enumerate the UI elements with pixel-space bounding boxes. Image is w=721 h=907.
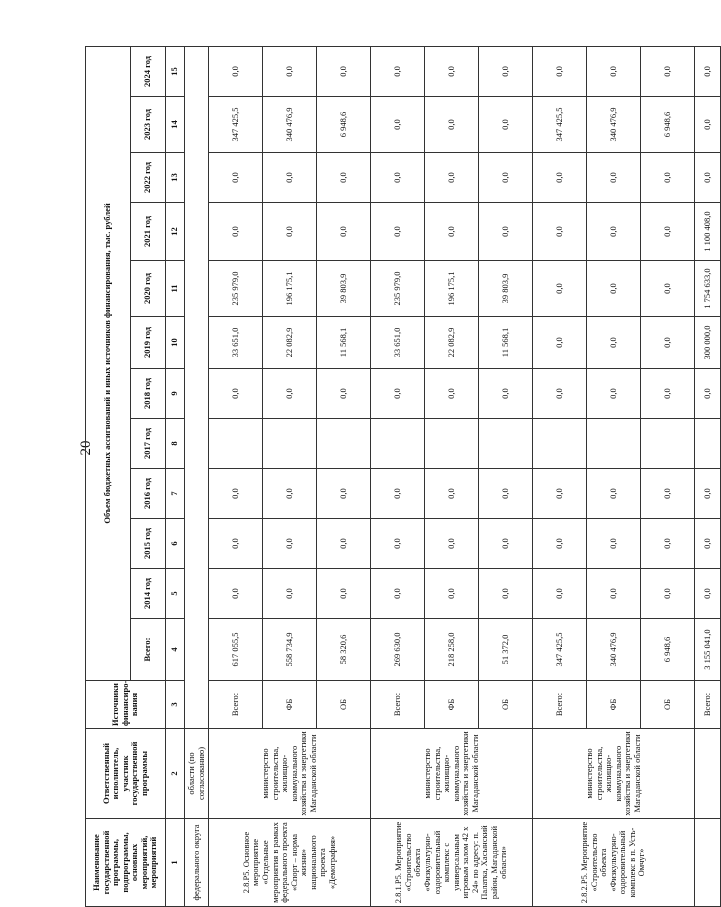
table-cell-value: 39 803,9	[317, 261, 371, 317]
table-cell-value: 0,0	[641, 317, 695, 369]
table-cell-value: 0,0	[533, 469, 587, 519]
header-year: 2024 год	[131, 46, 166, 96]
table-cell-value: 0,0	[479, 369, 533, 419]
table-row	[533, 46, 587, 906]
table-cell-value: 0,0	[209, 569, 263, 619]
header-year: 2014 год	[131, 569, 166, 619]
table-cell-value	[587, 419, 641, 469]
table-cell-value: 0,0	[641, 261, 695, 317]
table-cell-value: 0,0	[695, 569, 721, 619]
intro-name: федерального округа	[185, 819, 209, 907]
table-cell-value: 0,0	[533, 46, 587, 96]
table-cell-value: 0,0	[479, 97, 533, 153]
table-cell-value: 0,0	[317, 203, 371, 261]
intro-empty	[185, 46, 209, 728]
table-cell-value: 0,0	[479, 46, 533, 96]
table-cell-value: 0,0	[209, 369, 263, 419]
header-total: Всего:	[131, 619, 166, 681]
table-cell-value: 22 082,9	[425, 317, 479, 369]
table-cell-value: 0,0	[641, 46, 695, 96]
table-cell-value: 0,0	[263, 46, 317, 96]
table-cell-value: 0,0	[587, 46, 641, 96]
table-cell-value: 347 425,5	[533, 97, 587, 153]
grand-total-empty-name	[695, 819, 721, 907]
table-cell-value: 0,0	[533, 203, 587, 261]
table-cell-value: 0,0	[425, 203, 479, 261]
table-cell-value: 6 948,6	[641, 619, 695, 681]
table-cell-value: 0,0	[587, 153, 641, 203]
table-cell-value: 0,0	[371, 203, 425, 261]
table-cell-value: 0,0	[317, 469, 371, 519]
column-number: 2	[166, 729, 185, 819]
table-cell-value: 11 568,1	[317, 317, 371, 369]
column-number: 15	[166, 46, 185, 96]
table-cell-value: 0,0	[587, 569, 641, 619]
table-cell-value: 340 476,9	[587, 619, 641, 681]
table-cell-value: 0,0	[695, 519, 721, 569]
table-cell-value: 0,0	[263, 369, 317, 419]
column-number: 12	[166, 203, 185, 261]
header-year: 2022 год	[131, 153, 166, 203]
table-cell-value: 0,0	[209, 203, 263, 261]
table-cell-value: 235 979,0	[209, 261, 263, 317]
table-cell-value: 0,0	[425, 153, 479, 203]
table-cell-value: 0,0	[317, 46, 371, 96]
table-cell-value: 0,0	[425, 46, 479, 96]
table-cell-value: 0,0	[695, 46, 721, 96]
table-row	[371, 46, 425, 906]
table-cell-value: 0,0	[209, 519, 263, 569]
header-year: 2019 год	[131, 317, 166, 369]
column-number: 10	[166, 317, 185, 369]
intro-row	[185, 46, 209, 906]
header-year: 2018 год	[131, 369, 166, 419]
table-cell-value	[533, 419, 587, 469]
table-cell-value: 0,0	[425, 97, 479, 153]
page-number: 20	[78, 440, 94, 456]
table-cell-value: 196 175,1	[263, 261, 317, 317]
measure-name: 2.8.2.P5. Мероприятие «Строительство объекта «Физкультурно-оздоровительный комплекс в п. Усть-Омчуг»	[533, 819, 695, 907]
table-cell-value: 340 476,9	[263, 97, 317, 153]
measure-name: 2.8.P5. Основное мероприятие «Отдельные мероприятия в рамках федерального проекта «Спорт – норма жизни» национального проекта «Демография»	[209, 819, 371, 907]
table-cell-value: 0,0	[479, 153, 533, 203]
table-cell-value: 0,0	[587, 369, 641, 419]
table-cell-value: 6 948,6	[317, 97, 371, 153]
measure-name: 2.8.1.P5. Мероприятие «Строительство объекта «Физкультурно-оздоровительный комплекс с универсальным игровым залом 42 х 24» по адресу: п. Палатка, Хасынский район, Магаданской области»	[371, 819, 533, 907]
table-cell-value	[209, 419, 263, 469]
table-cell-value: 0,0	[533, 519, 587, 569]
column-number: 14	[166, 97, 185, 153]
header-name: Наименование государственной программы, подпрограммы, основных мероприятий, мероприятий	[86, 819, 166, 907]
table-cell-value: 22 082,9	[263, 317, 317, 369]
table-cell-value: 0,0	[641, 203, 695, 261]
column-number: 4	[166, 619, 185, 681]
table-cell-value: 0,0	[371, 46, 425, 96]
table-cell-value: 0,0	[263, 519, 317, 569]
table-cell-value: 0,0	[209, 153, 263, 203]
table-cell-value: 33 651,0	[209, 317, 263, 369]
table-cell-value: 0,0	[695, 369, 721, 419]
table-cell-value: 0,0	[371, 519, 425, 569]
funding-source: ОБ	[479, 681, 533, 729]
table-cell-value: 0,0	[371, 153, 425, 203]
grand-total-empty-responsible	[695, 729, 721, 819]
table-cell-value: 0,0	[587, 519, 641, 569]
table-cell-value: 340 476,9	[587, 97, 641, 153]
table-cell-value: 0,0	[263, 469, 317, 519]
header-year: 2015 год	[131, 519, 166, 569]
funding-source: Всего:	[533, 681, 587, 729]
column-number: 13	[166, 153, 185, 203]
table-cell-value: 0,0	[371, 569, 425, 619]
table-cell-value: 0,0	[317, 569, 371, 619]
funding-source: Всего:	[209, 681, 263, 729]
table-cell-value: 0,0	[263, 203, 317, 261]
table-cell-value: 0,0	[587, 317, 641, 369]
table-cell-value: 0,0	[533, 569, 587, 619]
table-cell-value: 1 100 408,0	[695, 203, 721, 261]
table-cell-value: 0,0	[695, 153, 721, 203]
responsible-executor: министерство строительства, жилищно-коммунального хозяйства и энергетики Магаданской области	[533, 729, 695, 819]
table-cell-value: 0,0	[371, 469, 425, 519]
intro-responsible: области (по согласованию)	[185, 729, 209, 819]
column-number: 8	[166, 419, 185, 469]
table-cell-value: 347 425,5	[533, 619, 587, 681]
financing-table-sheet	[85, 47, 712, 907]
table-cell-value	[317, 419, 371, 469]
table-cell-value: 0,0	[479, 519, 533, 569]
funding-source: ФБ	[263, 681, 317, 729]
column-number: 7	[166, 469, 185, 519]
table-cell-value: 51 372,0	[479, 619, 533, 681]
table-cell-value: 0,0	[587, 203, 641, 261]
table-cell-value	[641, 419, 695, 469]
table-cell-value: 269 630,0	[371, 619, 425, 681]
table-cell-value	[479, 419, 533, 469]
header-year: 2016 год	[131, 469, 166, 519]
table-cell-value: 0,0	[695, 97, 721, 153]
funding-source: ОБ	[317, 681, 371, 729]
table-cell-value	[425, 419, 479, 469]
table-cell-value: 0,0	[371, 369, 425, 419]
table-cell-value	[695, 419, 721, 469]
table-cell-value: 0,0	[641, 469, 695, 519]
table-cell-value	[263, 419, 317, 469]
table-cell-value: 0,0	[533, 317, 587, 369]
grand-total-row	[695, 46, 721, 906]
financing-table	[85, 46, 721, 907]
table-cell-value: 58 320,6	[317, 619, 371, 681]
table-cell-value: 6 948,6	[641, 97, 695, 153]
table-cell-value: 0,0	[425, 469, 479, 519]
header-year: 2020 год	[131, 261, 166, 317]
header-year: 2017 год	[131, 419, 166, 469]
table-cell-value: 0,0	[425, 519, 479, 569]
table-cell-value: 218 258,0	[425, 619, 479, 681]
table-cell-value: 0,0	[209, 46, 263, 96]
table-row	[209, 46, 263, 906]
table-cell-value: 0,0	[533, 261, 587, 317]
table-cell-value: 0,0	[695, 469, 721, 519]
funding-source: ФБ	[587, 681, 641, 729]
table-cell-value: 0,0	[641, 369, 695, 419]
table-cell-value: 0,0	[371, 97, 425, 153]
table-cell-value: 617 055,5	[209, 619, 263, 681]
table-cell-value: 0,0	[641, 153, 695, 203]
table-cell-value: 0,0	[263, 153, 317, 203]
column-number: 9	[166, 369, 185, 419]
table-cell-value: 0,0	[641, 519, 695, 569]
header-responsible: Ответственный исполнитель, участник государственной программы	[86, 729, 166, 819]
table-cell-value: 0,0	[317, 519, 371, 569]
table-cell-value: 0,0	[425, 569, 479, 619]
header-year: 2021 год	[131, 203, 166, 261]
table-cell-value: 0,0	[479, 203, 533, 261]
table-cell-value: 558 734,9	[263, 619, 317, 681]
table-cell-value: 1 754 633,0	[695, 261, 721, 317]
table-cell-value: 0,0	[479, 469, 533, 519]
header-year: 2023 год	[131, 97, 166, 153]
table-cell-value: 0,0	[587, 469, 641, 519]
funding-source: Всего:	[371, 681, 425, 729]
table-cell-value: 300 000,0	[695, 317, 721, 369]
table-cell-value: 39 803,9	[479, 261, 533, 317]
table-cell-value: 0,0	[533, 369, 587, 419]
table-cell-value: 0,0	[533, 153, 587, 203]
table-cell-value: 0,0	[587, 261, 641, 317]
table-cell-value: 196 175,1	[425, 261, 479, 317]
table-cell-value: 0,0	[317, 153, 371, 203]
table-cell-value: 347 425,5	[209, 97, 263, 153]
funding-source: Всего:	[695, 681, 721, 729]
table-cell-value: 33 651,0	[371, 317, 425, 369]
header-source: Источники финансиро-вания	[86, 681, 166, 729]
table-cell-value: 0,0	[425, 369, 479, 419]
funding-source: ФБ	[425, 681, 479, 729]
table-cell-value: 0,0	[263, 569, 317, 619]
funding-source: ОБ	[641, 681, 695, 729]
table-cell-value: 0,0	[479, 569, 533, 619]
column-number: 6	[166, 519, 185, 569]
table-cell-value: 11 568,1	[479, 317, 533, 369]
column-number: 11	[166, 261, 185, 317]
responsible-executor: министерство строительства, жилищно-коммунального хозяйства и энергетики Магаданской области	[209, 729, 371, 819]
table-cell-value: 0,0	[209, 469, 263, 519]
header-volume: Объем бюджетных ассигнований и иных источников финансирования, тыс. рублей	[86, 46, 131, 680]
column-number: 5	[166, 569, 185, 619]
column-number: 3	[166, 681, 185, 729]
table-cell-value: 235 979,0	[371, 261, 425, 317]
responsible-executor: министерство строительства, жилищно-коммунального хозяйства и энергетики Магаданской области	[371, 729, 533, 819]
table-cell-value: 0,0	[317, 369, 371, 419]
column-number: 1	[166, 819, 185, 907]
table-cell-value	[371, 419, 425, 469]
table-cell-value: 0,0	[641, 569, 695, 619]
table-cell-value: 3 155 041,0	[695, 619, 721, 681]
